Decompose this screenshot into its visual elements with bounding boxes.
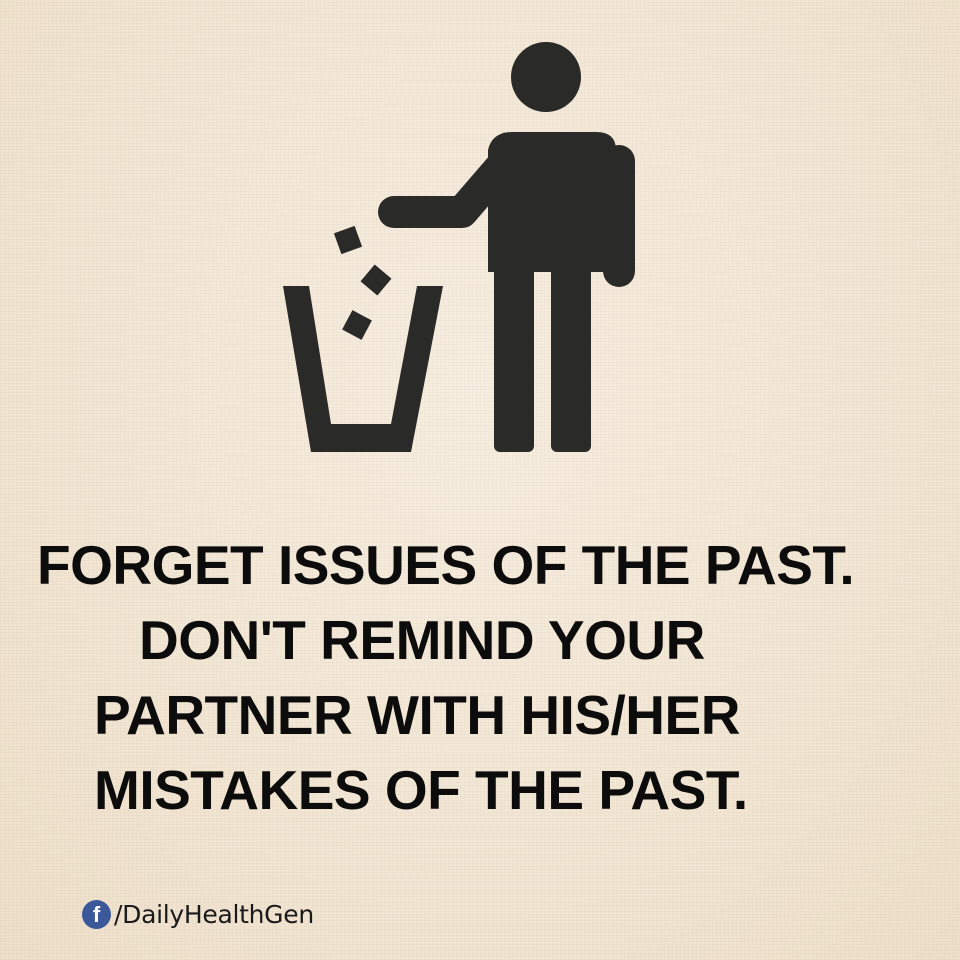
person-right-arm bbox=[603, 145, 635, 287]
person-throwing-arm bbox=[394, 168, 500, 212]
trash-bin bbox=[283, 286, 443, 452]
person-torso bbox=[488, 132, 616, 272]
facebook-icon: f bbox=[82, 900, 111, 929]
quote-line: MISTAKES OF THE PAST. bbox=[94, 759, 748, 821]
quote-line: FORGET ISSUES OF THE PAST. bbox=[37, 534, 855, 596]
trash-piece bbox=[361, 265, 392, 296]
facebook-handle: /DailyHealthGen bbox=[114, 899, 314, 929]
person-left-leg bbox=[494, 262, 534, 452]
quote-line: DON'T REMIND YOUR bbox=[139, 609, 705, 671]
person-head bbox=[511, 42, 581, 112]
trash-piece bbox=[342, 310, 372, 340]
facebook-credit bbox=[82, 896, 314, 932]
trash-piece bbox=[334, 226, 362, 254]
person-right-leg bbox=[551, 262, 591, 452]
quote-line: PARTNER WITH HIS/HER bbox=[94, 684, 740, 746]
